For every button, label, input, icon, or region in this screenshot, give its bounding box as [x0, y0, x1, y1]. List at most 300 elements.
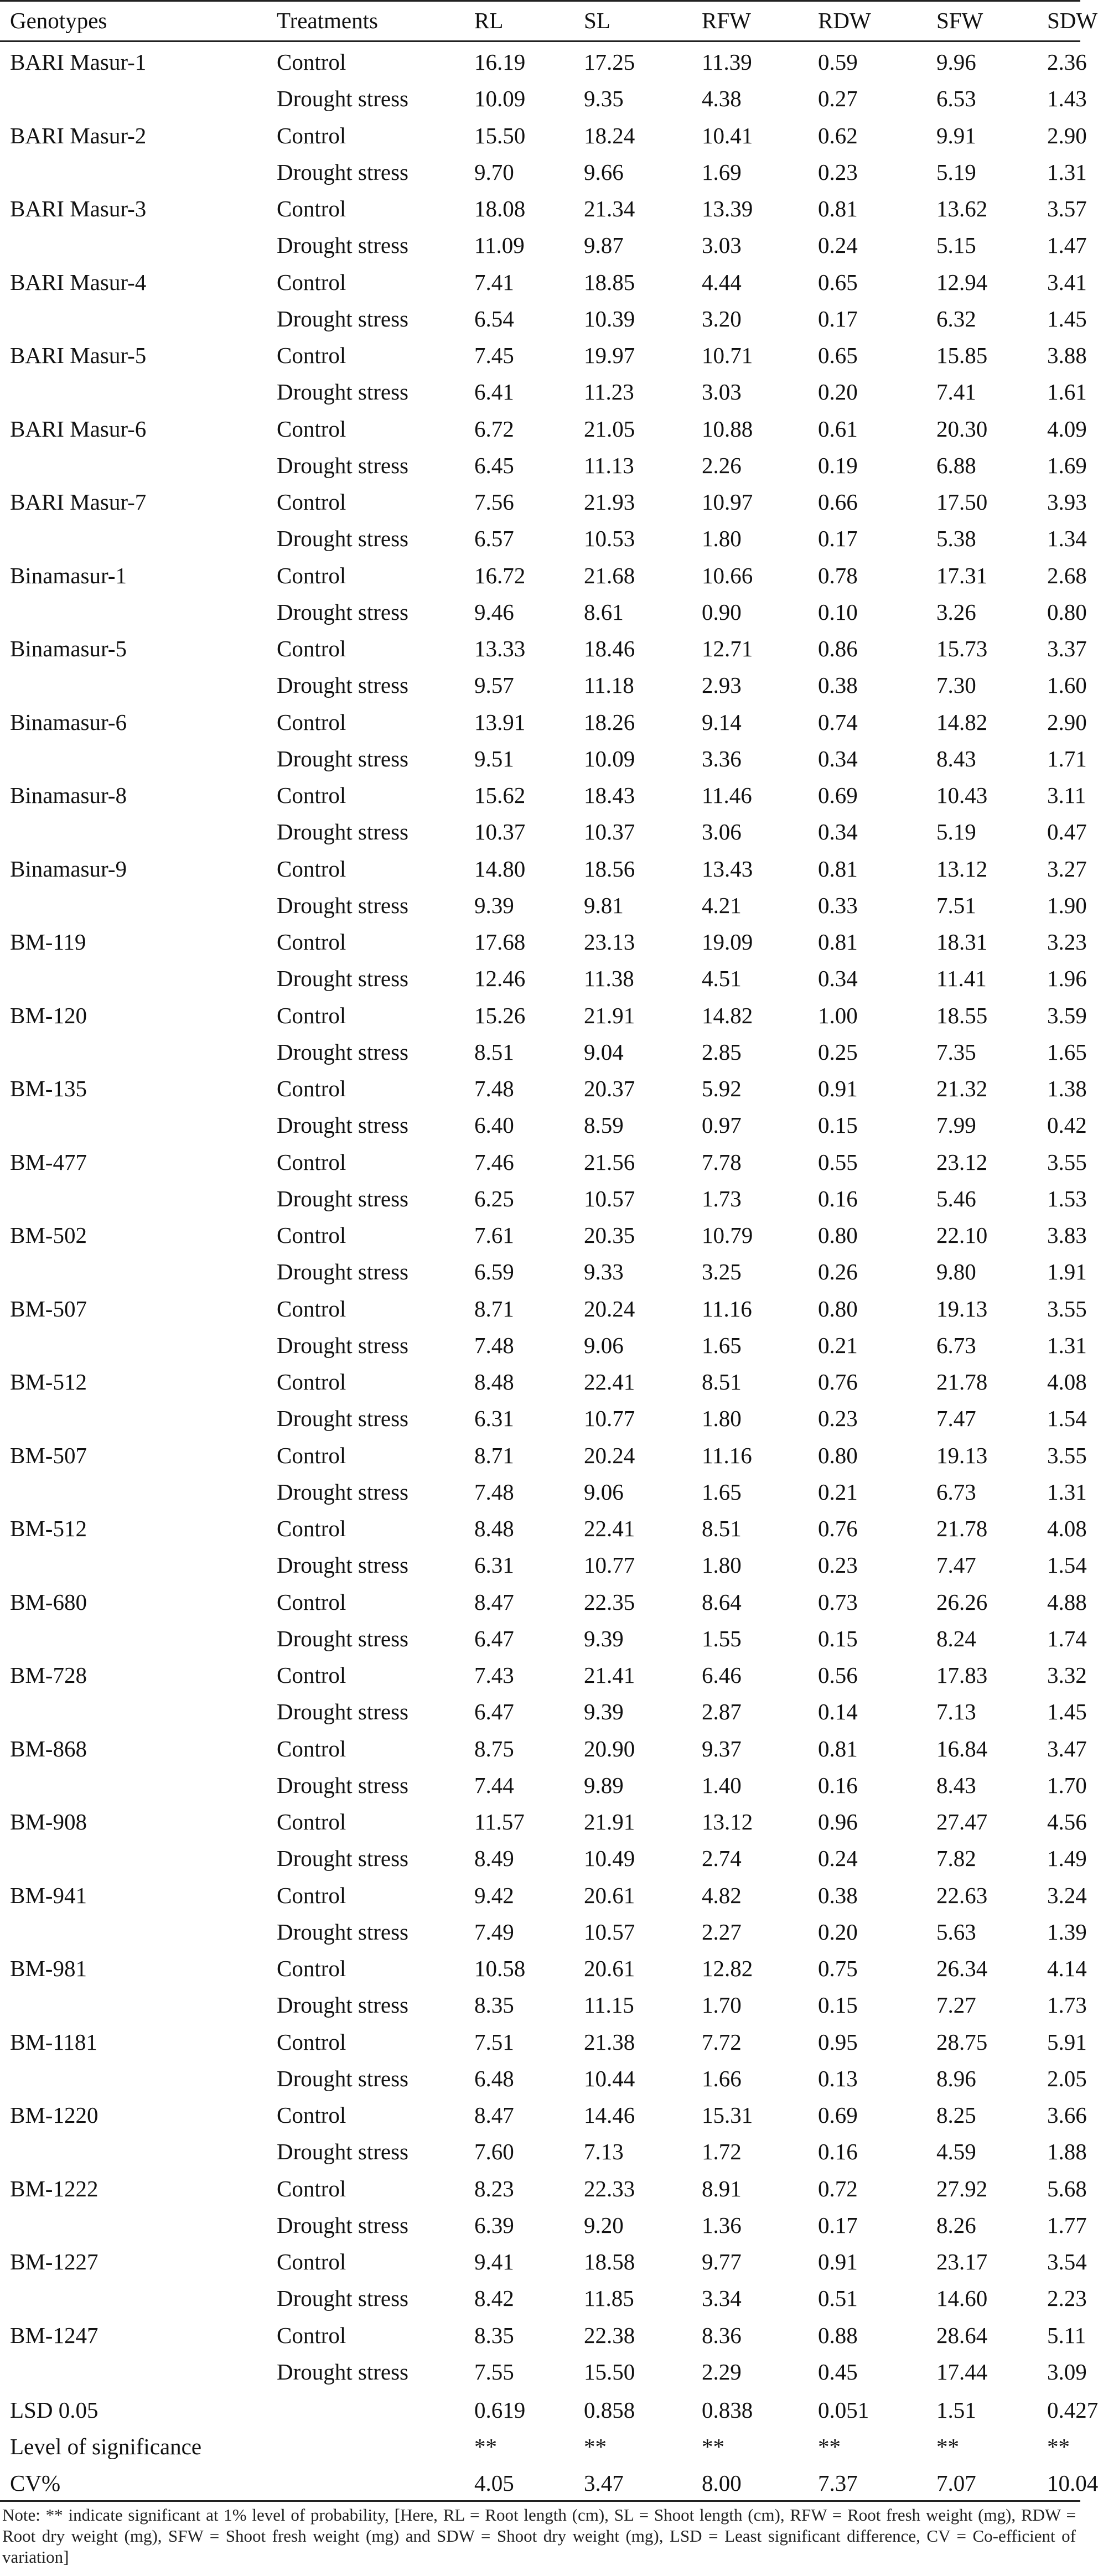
table-row	[0, 923, 1087, 960]
cell-rdw: 0.26	[818, 1259, 858, 1285]
cell-sl: 9.33	[584, 1259, 624, 1285]
table-row	[0, 1839, 1087, 1876]
cell-sdw: 2.90	[1047, 122, 1087, 148]
cell-genotype: Binamasur-9	[10, 856, 127, 882]
cell-sl: 10.49	[584, 1846, 635, 1872]
cell-genotype: Binamasur-5	[10, 636, 127, 661]
cell-rdw: 0.13	[818, 2065, 858, 2091]
cell-rfw: 1.72	[702, 2139, 742, 2165]
cell-sfw: 26.34	[936, 1956, 988, 1981]
cell-sdw: 3.47	[1047, 1735, 1087, 1761]
cell-sfw: 6.53	[936, 86, 976, 112]
cell-rdw: 0.73	[818, 1589, 858, 1615]
cell-rfw: 8.51	[702, 1369, 742, 1395]
cell-sdw: 1.38	[1047, 1076, 1087, 1101]
cell-genotype: BARI Masur-2	[10, 122, 147, 148]
cell-treatment: Drought stress	[277, 159, 409, 185]
cell-treatment: Control	[277, 636, 346, 661]
cell-sfw: 6.73	[936, 1479, 976, 1505]
cell-sl: 9.66	[584, 159, 624, 185]
cell-rdw: 1.00	[818, 1002, 858, 1028]
cell-sl: 9.20	[584, 2212, 624, 2238]
table-row	[0, 740, 1087, 776]
table-row	[0, 1693, 1087, 1729]
cell-treatment: Drought stress	[277, 1185, 409, 1211]
cell-rfw: 10.79	[702, 1222, 753, 1248]
cell-sdw: 3.27	[1047, 856, 1087, 882]
cell-sl: 18.85	[584, 269, 635, 295]
cell-sl: 20.37	[584, 1076, 635, 1101]
cell-rfw: 8.51	[702, 1516, 742, 1541]
table-row	[0, 263, 1087, 300]
cell-sfw: 7.99	[936, 1112, 976, 1138]
cell-sfw: 6.88	[936, 452, 976, 478]
cell-sfw: 22.10	[936, 1222, 988, 1248]
cell-sfw: 5.19	[936, 159, 976, 185]
cell-genotype: Binamasur-1	[10, 562, 127, 588]
cell-sl: 21.91	[584, 1002, 635, 1028]
table-row	[0, 1437, 1087, 1473]
cell-rl: 10.37	[474, 819, 526, 845]
cell-rl: 7.46	[474, 1149, 514, 1175]
cell-treatment: Control	[277, 782, 346, 808]
table-row	[0, 410, 1087, 447]
cell-rl: 8.51	[474, 1039, 514, 1065]
table-row	[0, 997, 1087, 1033]
cell-rfw: 8.64	[702, 1589, 742, 1615]
header-treatments: Treatments	[277, 8, 378, 33]
cell-treatment: Control	[277, 1735, 346, 1761]
cell-rfw: 4.38	[702, 86, 742, 112]
cell-sfw: 7.82	[936, 1846, 976, 1872]
cell-sfw: 15.73	[936, 636, 988, 661]
cell-rfw: 3.20	[702, 305, 742, 331]
cell-sdw: 0.80	[1047, 599, 1087, 625]
cell-genotype: BM-1247	[10, 2322, 99, 2348]
cell-treatment: Control	[277, 49, 346, 75]
cell-rl: 9.42	[474, 1882, 514, 1908]
cell-genotype: BM-477	[10, 1149, 87, 1175]
cell-sfw: 21.78	[936, 1516, 988, 1541]
cell-rdw: 0.10	[818, 599, 858, 625]
cell-sdw: 1.54	[1047, 1552, 1087, 1578]
cell-rdw: 0.15	[818, 1112, 858, 1138]
cell-rfw: 1.70	[702, 1992, 742, 2018]
cell-sl: 20.24	[584, 1295, 635, 1321]
cell-genotype: BARI Masur-3	[10, 196, 147, 221]
cell-sdw: 3.93	[1047, 489, 1087, 515]
cell-genotype: BM-120	[10, 1002, 87, 1028]
table-row	[0, 666, 1087, 703]
cell-sl: 9.39	[584, 1699, 624, 1725]
cell-sl: 21.93	[584, 489, 635, 515]
cell-rdw: 0.55	[818, 1149, 858, 1175]
table-row	[0, 1583, 1087, 1620]
cell-rfw: 9.77	[702, 2249, 742, 2274]
cell-sdw: 3.23	[1047, 929, 1087, 955]
cell-rl: 9.39	[474, 892, 514, 918]
cell-sl: 18.46	[584, 636, 635, 661]
cell-sl: 10.57	[584, 1185, 635, 1211]
cell-rl: 6.25	[474, 1185, 514, 1211]
cell-treatment: Control	[277, 1369, 346, 1395]
cell-sfw: 16.84	[936, 1735, 988, 1761]
cell-rdw: 0.20	[818, 1919, 858, 1945]
cell-sdw: 1.91	[1047, 1259, 1087, 1285]
cell-sdw: 1.45	[1047, 305, 1087, 331]
cell-rl: 7.43	[474, 1662, 514, 1688]
cell-treatment: Drought stress	[277, 1846, 409, 1872]
cell-sl: 11.18	[584, 672, 634, 698]
table-row	[0, 1290, 1087, 1326]
table-row	[0, 2243, 1087, 2279]
cell-sfw: 7.30	[936, 672, 976, 698]
cell-rl: 4.05	[474, 2470, 514, 2496]
cell-sl: 7.13	[584, 2139, 624, 2165]
cell-sfw: 9.96	[936, 49, 976, 75]
cell-rl: 8.75	[474, 1735, 514, 1761]
cell-sdw: 1.73	[1047, 1992, 1087, 2018]
cell-genotype: BM-1222	[10, 2175, 99, 2201]
cell-rfw: 1.80	[702, 1406, 742, 1432]
cell-treatment: Drought stress	[277, 672, 409, 698]
cell-rl: 7.44	[474, 1772, 514, 1798]
cell-treatment: Drought stress	[277, 1406, 409, 1432]
table-row	[0, 2060, 1087, 2096]
cell-rfw: 1.55	[702, 1625, 742, 1651]
cell-genotype: BM-941	[10, 1882, 87, 1908]
cell-sl: 9.81	[584, 892, 624, 918]
cell-treatment: Drought stress	[277, 1992, 409, 2018]
cell-rfw: 11.16	[702, 1442, 752, 1468]
cell-genotype: BM-507	[10, 1295, 87, 1321]
cell-sfw: 7.47	[936, 1406, 976, 1432]
cell-treatment: Control	[277, 1956, 346, 1981]
header-rdw: RDW	[818, 8, 871, 33]
cell-sl: 15.50	[584, 2359, 635, 2385]
cell-rl: 6.57	[474, 526, 514, 552]
cell-sl: 18.26	[584, 709, 635, 735]
cell-sdw: 3.88	[1047, 343, 1087, 368]
cell-rdw: 0.17	[818, 526, 858, 552]
cell-rfw: 1.40	[702, 1772, 742, 1798]
cell-sdw: 1.39	[1047, 1919, 1087, 1945]
table-row	[0, 593, 1087, 630]
cell-rfw: 7.78	[702, 1149, 742, 1175]
cell-rdw: 0.21	[818, 1479, 858, 1505]
cell-treatment: Control	[277, 1442, 346, 1468]
cell-rfw: 3.34	[702, 2285, 742, 2311]
cell-sl: 18.43	[584, 782, 635, 808]
table-row	[0, 850, 1087, 887]
cell-sdw: 4.88	[1047, 1589, 1087, 1615]
cell-sl: 18.58	[584, 2249, 635, 2274]
cell-sfw: 22.63	[936, 1882, 988, 1908]
table-row	[0, 300, 1087, 336]
table-row	[0, 1143, 1087, 1180]
cell-rfw: 10.41	[702, 122, 753, 148]
cell-treatment: Drought stress	[277, 1699, 409, 1725]
table-row	[0, 887, 1087, 923]
cell-sl: 9.04	[584, 1039, 624, 1065]
cell-treatment: Drought stress	[277, 2139, 409, 2165]
cell-sdw: 3.37	[1047, 636, 1087, 661]
cell-sdw: 1.60	[1047, 672, 1087, 698]
table-row	[0, 373, 1087, 410]
cell-sfw: 9.80	[936, 1259, 976, 1285]
cell-treatment: Drought stress	[277, 1919, 409, 1945]
cell-rfw: 4.44	[702, 269, 742, 295]
cell-treatment: Control	[277, 2102, 346, 2128]
cell-rdw: **	[818, 2434, 841, 2459]
cell-rl: 13.91	[474, 709, 526, 735]
table-row	[0, 960, 1087, 996]
table-row	[0, 43, 1087, 80]
table-header-rule	[0, 40, 1080, 42]
lsd-row	[0, 2391, 1098, 2428]
cell-sl: 21.05	[584, 416, 635, 442]
cell-sfw: 20.30	[936, 416, 988, 442]
cell-rl: 8.71	[474, 1442, 514, 1468]
cell-genotype: Binamasur-8	[10, 782, 127, 808]
cell-rdw: 0.65	[818, 343, 858, 368]
cell-sl: 20.61	[584, 1956, 635, 1981]
cell-genotype: BARI Masur-1	[10, 49, 147, 75]
cell-rl: 18.08	[474, 196, 526, 221]
cell-rl: 9.70	[474, 159, 514, 185]
cell-sl: 20.24	[584, 1442, 635, 1468]
cell-treatment: Drought stress	[277, 2359, 409, 2385]
cell-sl: 22.41	[584, 1369, 635, 1395]
cell-treatment: Control	[277, 416, 346, 442]
cell-sl: 8.61	[584, 599, 624, 625]
cell-rl: 10.09	[474, 86, 526, 112]
cell-rl: 8.23	[474, 2175, 514, 2201]
cell-sdw: 3.55	[1047, 1442, 1087, 1468]
table-row	[0, 1620, 1087, 1656]
table-row	[0, 1473, 1087, 1510]
cell-sdw: **	[1047, 2434, 1070, 2459]
cell-rfw: 0.90	[702, 599, 742, 625]
cell-rdw: 0.16	[818, 1185, 858, 1211]
header-rl: RL	[474, 8, 504, 33]
cell-sdw: 1.45	[1047, 1699, 1087, 1725]
cell-sl: 22.35	[584, 1589, 635, 1615]
cell-sl: 11.23	[584, 379, 634, 405]
cell-rdw: 0.61	[818, 416, 858, 442]
cell-rdw: 0.14	[818, 1699, 858, 1725]
cell-treatment: Drought stress	[277, 892, 409, 918]
cell-treatment: Control	[277, 1662, 346, 1688]
cell-rl: 7.51	[474, 2029, 514, 2055]
cell-sdw: 1.88	[1047, 2139, 1087, 2165]
cell-sdw: 2.68	[1047, 562, 1087, 588]
cell-rl: 7.49	[474, 1919, 514, 1945]
cell-rdw: 7.37	[818, 2470, 858, 2496]
table-row	[0, 1877, 1087, 1913]
cell-rfw: 15.31	[702, 2102, 753, 2128]
cell-genotype: BM-728	[10, 1662, 87, 1688]
cell-sl: 9.39	[584, 1625, 624, 1651]
header-sdw: SDW	[1047, 8, 1098, 33]
cell-rdw: 0.20	[818, 379, 858, 405]
cell-rdw: 0.23	[818, 1552, 858, 1578]
summary-label: Level of significance	[10, 2434, 202, 2459]
cell-sl: 10.44	[584, 2065, 635, 2091]
cell-rfw: 2.87	[702, 1699, 742, 1725]
table-row	[0, 2353, 1087, 2390]
cell-rdw: 0.96	[818, 1809, 858, 1834]
table-row	[0, 153, 1087, 190]
cell-rl: 7.48	[474, 1479, 514, 1505]
cell-rfw: 3.25	[702, 1259, 742, 1285]
cell-sl: 11.85	[584, 2285, 634, 2311]
cell-rdw: 0.80	[818, 1442, 858, 1468]
cell-genotype: Binamasur-6	[10, 709, 127, 735]
table-row	[0, 483, 1087, 520]
table-row	[0, 1730, 1087, 1766]
cell-rdw: 0.88	[818, 2322, 858, 2348]
cell-rl: 6.45	[474, 452, 514, 478]
cell-sdw: 3.11	[1047, 782, 1086, 808]
cell-rdw: 0.81	[818, 1735, 858, 1761]
cell-rfw: 1.65	[702, 1479, 742, 1505]
cell-rfw: 1.66	[702, 2065, 742, 2091]
cell-rfw: 4.21	[702, 892, 742, 918]
cell-rdw: 0.69	[818, 782, 858, 808]
table-row	[0, 813, 1087, 849]
cell-rl: 6.59	[474, 1259, 514, 1285]
cell-sdw: 3.57	[1047, 196, 1087, 221]
cell-rdw: 0.81	[818, 856, 858, 882]
table-row	[0, 117, 1087, 153]
table-row	[0, 2133, 1087, 2169]
cell-rfw: 9.37	[702, 1735, 742, 1761]
cell-genotype: BARI Masur-7	[10, 489, 147, 515]
cell-sdw: 1.96	[1047, 966, 1087, 992]
cell-rl: 8.35	[474, 2322, 514, 2348]
cell-rdw: 0.45	[818, 2359, 858, 2385]
cell-rfw: 8.00	[702, 2470, 742, 2496]
cell-sdw: 3.54	[1047, 2249, 1087, 2274]
cell-rfw: 2.26	[702, 452, 742, 478]
cell-sl: 22.41	[584, 1516, 635, 1541]
cell-sfw: 8.26	[936, 2212, 976, 2238]
cell-rl: 8.71	[474, 1295, 514, 1321]
cell-treatment: Control	[277, 2175, 346, 2201]
cell-rfw: 9.14	[702, 709, 742, 735]
summary-label: LSD 0.05	[10, 2397, 99, 2423]
table-row	[0, 1033, 1087, 1070]
cell-sfw: 12.94	[936, 269, 988, 295]
cell-rfw: 1.73	[702, 1185, 742, 1211]
cell-rdw: 0.76	[818, 1516, 858, 1541]
cell-rdw: 0.81	[818, 929, 858, 955]
cell-sdw: 1.74	[1047, 1625, 1087, 1651]
cell-genotype: BM-507	[10, 1442, 87, 1468]
cell-rdw: 0.74	[818, 709, 858, 735]
cell-treatment: Control	[277, 1295, 346, 1321]
cell-rfw: 13.39	[702, 196, 753, 221]
cell-sdw: 2.36	[1047, 49, 1087, 75]
cell-sl: 22.38	[584, 2322, 635, 2348]
cell-sfw: 9.91	[936, 122, 976, 148]
cell-rdw: 0.75	[818, 1956, 858, 1981]
cell-treatment: Control	[277, 1149, 346, 1175]
cell-sl: 10.77	[584, 1552, 635, 1578]
cell-rl: 7.45	[474, 343, 514, 368]
cell-rl: 6.40	[474, 1112, 514, 1138]
cell-rfw: **	[702, 2434, 724, 2459]
cell-rfw: 12.82	[702, 1956, 753, 1981]
cell-rl: 12.46	[474, 966, 526, 992]
cell-rfw: 2.74	[702, 1846, 742, 1872]
cell-rl: 9.41	[474, 2249, 514, 2274]
cell-rdw: 0.21	[818, 1332, 858, 1358]
cell-genotype: BM-908	[10, 1809, 87, 1834]
cell-genotype: BM-1227	[10, 2249, 99, 2274]
cell-sdw: 1.70	[1047, 1772, 1087, 1798]
cell-rdw: 0.76	[818, 1369, 858, 1395]
cell-rl: 7.48	[474, 1076, 514, 1101]
cell-sl: 18.56	[584, 856, 635, 882]
significance-row	[0, 2428, 1080, 2464]
cell-rfw: 0.838	[702, 2397, 753, 2423]
cell-rdw: 0.17	[818, 305, 858, 331]
cell-sfw: 27.92	[936, 2175, 988, 2201]
header-genotypes: Genotypes	[10, 8, 107, 33]
table-row	[0, 2170, 1087, 2206]
cell-rdw: 0.17	[818, 2212, 858, 2238]
cell-sfw: 7.13	[936, 1699, 976, 1725]
cell-rl: 15.26	[474, 1002, 526, 1028]
cell-rl: 7.56	[474, 489, 514, 515]
cell-sl: 10.53	[584, 526, 635, 552]
cell-rl: 6.48	[474, 2065, 514, 2091]
cell-sl: 9.35	[584, 86, 624, 112]
cell-treatment: Control	[277, 489, 346, 515]
cell-sl: 9.87	[584, 232, 624, 258]
cell-rdw: 0.24	[818, 1846, 858, 1872]
cell-rdw: 0.65	[818, 269, 858, 295]
cell-rfw: 4.51	[702, 966, 742, 992]
cell-rl: 11.09	[474, 232, 525, 258]
cell-treatment: Drought stress	[277, 2065, 409, 2091]
cell-rl: 17.68	[474, 929, 526, 955]
table-row	[0, 226, 1087, 263]
cell-sdw: 1.31	[1047, 1479, 1087, 1505]
cell-rl: 7.41	[474, 269, 514, 295]
cell-rl: 9.51	[474, 745, 514, 771]
cell-rfw: 2.27	[702, 1919, 742, 1945]
cell-rfw: 10.71	[702, 343, 753, 368]
cell-rl: 9.57	[474, 672, 514, 698]
cell-sfw: 17.50	[936, 489, 988, 515]
cell-sdw: 2.23	[1047, 2285, 1087, 2311]
cell-treatment: Control	[277, 709, 346, 735]
cell-rl: 8.42	[474, 2285, 514, 2311]
cell-genotype: BARI Masur-4	[10, 269, 147, 295]
cell-rdw: 0.16	[818, 1772, 858, 1798]
cell-sfw: 13.12	[936, 856, 988, 882]
cell-sfw: 8.96	[936, 2065, 976, 2091]
cell-genotype: BM-680	[10, 1589, 87, 1615]
cell-rl: 6.39	[474, 2212, 514, 2238]
cell-rfw: 5.92	[702, 1076, 742, 1101]
cell-rfw: 1.36	[702, 2212, 742, 2238]
cell-treatment: Control	[277, 1589, 346, 1615]
cell-sfw: 18.31	[936, 929, 988, 955]
